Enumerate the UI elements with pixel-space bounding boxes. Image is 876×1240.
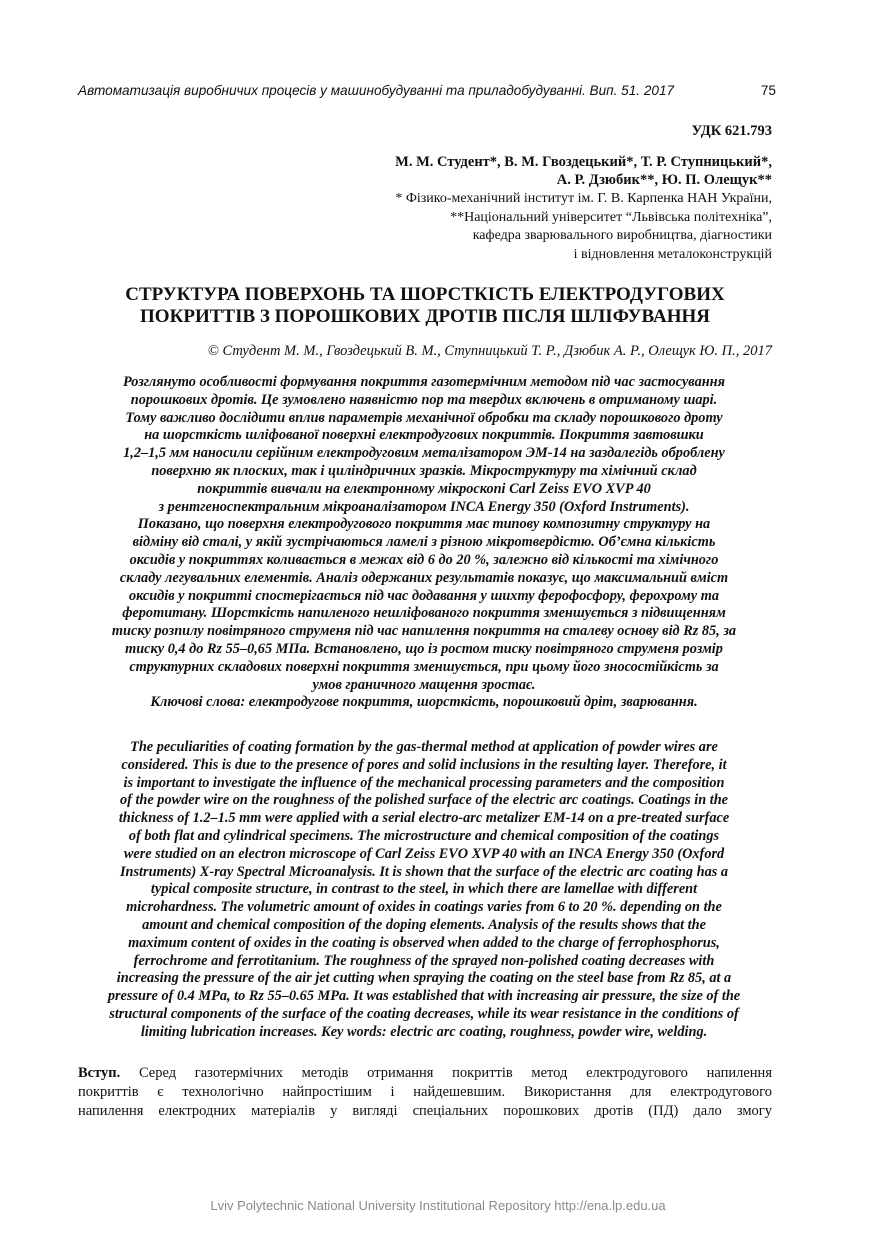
abstract-line: typical composite structure, in contrast to the steel, in which there are lamellae with different <box>150 881 698 898</box>
page-number: 75 <box>760 83 776 98</box>
abstract-english <box>74 739 774 1042</box>
intro-text: Серед газотермічних методів отримання покриттів метод електродугового напилення <box>120 1065 772 1081</box>
abstract-line: Показано, що поверхня електродугового покриття має типову композитну структуру на <box>137 516 711 533</box>
repository-footer: Lviv Polytechnic National University Institutional Repository http://ena.lp.edu.ua <box>210 1198 666 1213</box>
affiliation-line: **Національний університет “Львівська політехніка”, <box>450 209 772 225</box>
abstract-line: умов граничного мащення зростає. <box>312 676 536 693</box>
abstract-line: increasing the pressure of the air jet cutting when spraying the coating on the steel base from Rz 85, at a <box>116 970 732 987</box>
abstract-line: феротитану. Шорсткість напиленого нешліфованого покриття зменшується з підвищенням <box>122 605 726 622</box>
affiliation-line: і відновлення металоконструкцій <box>573 247 772 263</box>
abstract-line: оксидів у покриттях коливається в межах від 6 до 20 %, залежно від кількості та хімічного <box>129 551 719 568</box>
author-line: М. М. Студент*, В. М. Гвоздецький*, Т. Р. Ступницький*, <box>395 154 772 170</box>
abstract-line: pressure of 0.4 MPa, to Rz 55–0.65 MPa. It was established that with increasing air pressure, the size of the <box>107 988 741 1005</box>
intro-line: покриттів є технологічно найпростішим і найдешевшим. Використання для електродугового <box>78 1084 772 1100</box>
keywords-ukrainian: Ключові слова: електродугове покриття, шорсткість, порошковий дріт, зварювання. <box>150 694 698 711</box>
affiliation-line: кафедра зварювального виробництва, діагностики <box>472 228 772 244</box>
section-heading: Вступ. <box>78 1065 121 1081</box>
author-line: А. Р. Дзюбик**, Ю. П. Олещук** <box>556 172 772 188</box>
abstract-line: is important to investigate the influence of the mechanical processing parameters and the composition <box>123 774 725 791</box>
abstract-line: покриттів вивчали на електронному мікроскопі Carl Zeiss EVO XVP 40 <box>197 480 651 497</box>
intro-line: напилення електродних матеріалів у вигляді спеціальних порошкових дротів (ПД) дало змогу <box>78 1103 772 1119</box>
abstract-line: відміну від сталі, у якій зустрічаються ламелі з різною мікротвердістю. Об’ємна кількість <box>132 534 716 551</box>
abstract-line: limiting lubrication increases. Key words: electric arc coating, roughness, powder wire, welding. <box>140 1023 708 1040</box>
running-header: Автоматизація виробничих процесів у машинобудуванні та приладобудуванні. Вип. 51. 2017 <box>78 83 675 98</box>
abstract-line: Розглянуто особливості формування покриття газотермічним методом під час застосування <box>123 374 725 390</box>
abstract-line: порошкових дротів. Це зумовлено наявністю пор та твердих включень в отриманому шарі. <box>130 391 718 408</box>
paper-title <box>78 284 772 328</box>
abstract-line: of both flat and cylindrical specimens. The microstructure and chemical composition of the coatings <box>128 827 720 844</box>
abstract-line: оксидів у покритті спостерігається під час додавання у шихту ферофосфору, ферохрому та <box>129 587 719 604</box>
affiliation-line: * Фізико-механічний інститут ім. Г. В. Карпенка НАН України, <box>395 191 772 206</box>
abstract-line: considered. This is due to the presence of pores and solid inclusions in the resulting layer. Therefore, it <box>121 756 727 773</box>
abstract-line: amount and chemical composition of the doping elements. Analysis of the results shows that the <box>142 916 706 933</box>
abstract-line: The peculiarities of coating formation by the gas-thermal method at application of powder wires are <box>130 739 718 755</box>
abstract-line: thickness of 1.2–1.5 mm were applied with a serial electro-arc metalizer EM-14 on a pre-treated surface <box>118 810 730 827</box>
title-line: СТРУКТУРА ПОВЕРХОНЬ ТА ШОРСТКІСТЬ ЕЛЕКТРОДУГОВИХ <box>125 284 725 305</box>
abstract-line: 1,2–1,5 мм наносили серійним електродуговим металізатором ЭМ-14 на заздалегідь оброблену <box>123 445 725 462</box>
copyright-line: © Студент М. М., Гвоздецький В. М., Ступницький Т. Р., Дзюбик А. Р., Олещук Ю. П., 2017 <box>207 343 772 359</box>
abstract-ukrainian <box>74 374 774 712</box>
abstract-line: поверхню як плоских, так і циліндричних зразків. Мікроструктуру та хімічний склад <box>151 462 697 479</box>
abstract-line: of the powder wire on the roughness of the polished surface of the electric arc coatings. Coatings in the <box>119 792 729 809</box>
abstract-line: тиску розпилу повітряного струменя під час напилення покриття на сталеву основу від Rz 85, за <box>111 623 737 640</box>
abstract-line: на шорсткість шліфованої поверхні електродугових покриттів. Покриття завтовшки <box>144 427 704 444</box>
udc-code: УДК 621.793 <box>691 123 772 139</box>
abstract-line: Тому важливо дослідити вплив параметрів механічної обробки та складу порошкового дроту <box>125 409 723 426</box>
abstract-line: з рентгеноспектральним мікроаналізатором INCA Energy 350 (Oxford Instruments). <box>158 498 690 515</box>
title-line: ПОКРИТТІВ З ПОРОШКОВИХ ДРОТІВ ПІСЛЯ ШЛІФУВАННЯ <box>140 306 710 327</box>
abstract-line: structural components of the surface of the coating decreases, while its wear resistance in the conditions of <box>109 1005 739 1022</box>
abstract-line: Instruments) X-ray Spectral Microanalysis. It is shown that the surface of the electric arc coating has a <box>119 863 729 880</box>
abstract-line: microhardness. The volumetric amount of oxides in coatings varies from 6 to 20 %. depending on the <box>126 899 722 916</box>
author-list <box>395 153 772 189</box>
abstract-line: тиску 0,4 до Rz 55–0,65 МПа. Встановлено, що із ростом тиску повітряного струменя розмір <box>125 640 723 657</box>
introduction-section <box>78 1064 772 1121</box>
abstract-line: складу легувальних елементів. Аналіз одержаних результатів показує, що максимальний вміст <box>119 569 729 586</box>
affiliations <box>395 190 772 265</box>
abstract-line: структурних складових поверхні покриття зменшується, при цьому його зносостійкість за <box>129 658 719 675</box>
intro-line <box>78 1064 772 1083</box>
abstract-line: maximum content of oxides in the coating is observed when added to the charge of ferrophosphorus, <box>128 934 720 951</box>
abstract-line: were studied on an electron microscope of Carl Zeiss EVO XVP 40 with an INCA Energy 350 (Oxford <box>123 845 725 862</box>
abstract-line: ferrochrome and ferrotitanium. The roughness of the sprayed non-polished coating decreases with <box>133 952 715 969</box>
